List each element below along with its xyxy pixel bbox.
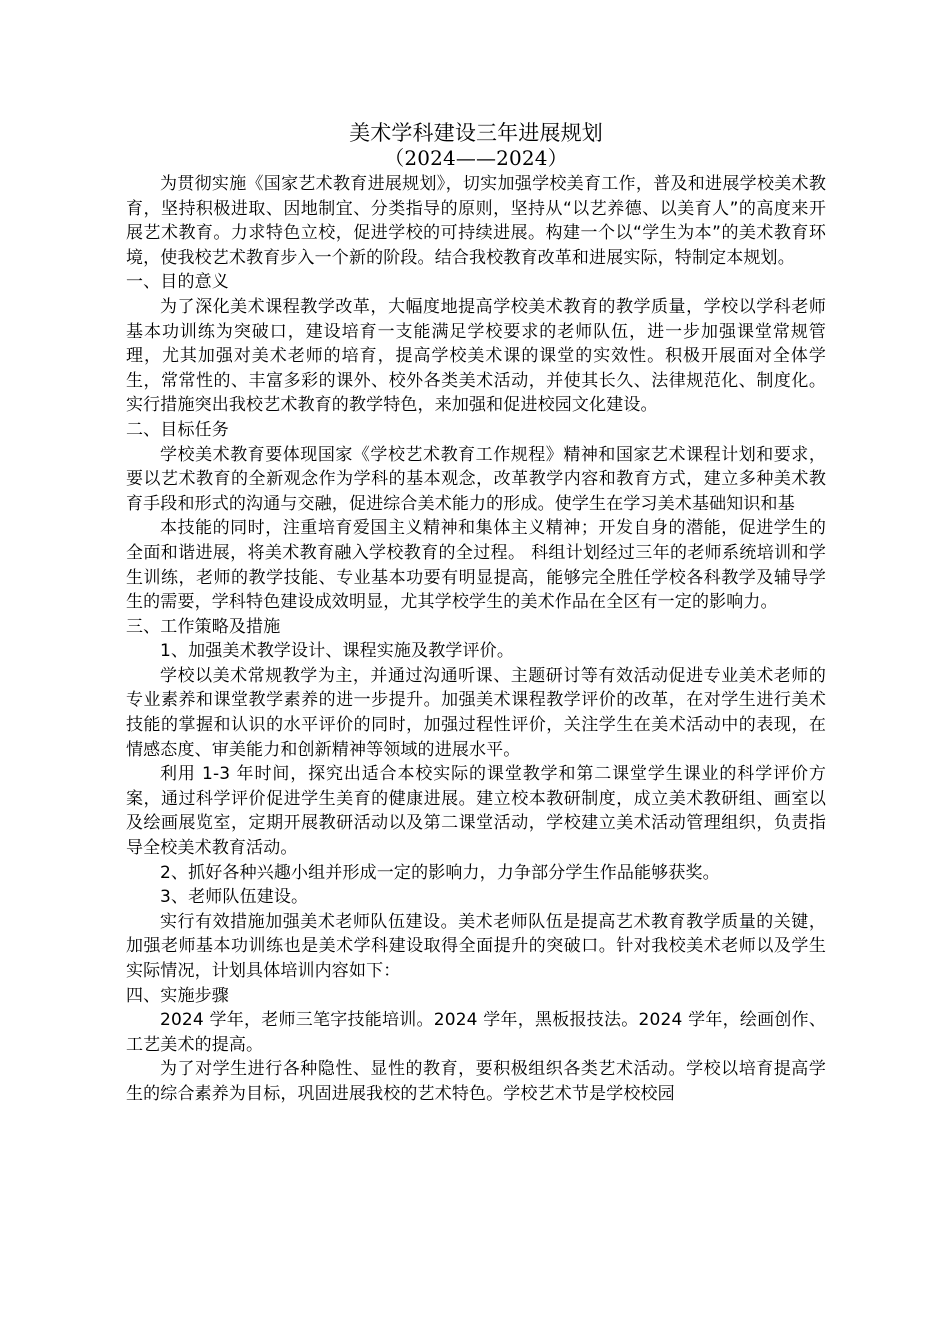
section-heading: 三、工作策略及措施 [126, 616, 281, 637]
paragraph-intro: 为贯彻实施《国家艺术教育进展规划》，切实加强学校美育工作，普及和进展学校美术教育，坚持积极进取、因地制宜、分类指导的原则，坚持从“以艺养德、以美育人”的高度来开展艺术教育。力求特色立校，促进学校的可持续进展。构建一个以“学生为本”的美术教育环境，使我校艺术教育步入一个新的阶段。结合我校教育改革和进展实际，特制定本规划。 [126, 174, 826, 268]
paragraph-item: 3、老师队伍建设。 [160, 887, 309, 908]
paragraph: 为了对学生进行各种隐性、显性的教育，要积极组织各类艺术活动。学校以培育提高学生的综合素养为目标，巩固进展我校的艺术特色。学校艺术节是学校校园 [126, 1059, 826, 1104]
paragraph-item: 1、加强美术教学设计、课程实施及教学评价。 [160, 641, 514, 662]
paragraph: 本技能的同时，注重培育爱国主义精神和集体主义精神；开发自身的潜能，促进学生的全面和谐进展，将美术教育融入学校教育的全过程。 科组计划经过三年的老师系统培训和学生训练，老师的教学技能、专业基本功要有明显提高，能够完全胜任学校各科教学及辅导学生的需要，学科特色建设成效明显，尤其学校学生的美术作品在全区有一定的影响力。 [126, 518, 826, 613]
paragraph: 2024 学年，老师三笔字技能培训。2024 学年，黑板报技法。2024 学年，绘画创作、工艺美术的提高。 [126, 1010, 826, 1055]
section-heading: 四、实施步骤 [126, 985, 229, 1006]
section-heading: 二、目标任务 [126, 419, 229, 440]
section-heading: 一、目的意义 [126, 272, 229, 293]
paragraph: 学校美术教育要体现国家《学校艺术教育工作规程》精神和国家艺术课程计划和要求，要以艺术教育的全新观念作为学科的基本观念，改革教学内容和教育方式，建立多种美术教育手段和形式的沟通与交融，促进综合美术能力的形成。使学生在学习美术基础知识和基 [126, 444, 826, 514]
document-body [126, 121, 826, 1107]
paragraph: 实行有效措施加强美术老师队伍建设。美术老师队伍是提高艺术教育教学质量的关键，加强老师基本功训练也是美术学科建设取得全面提升的突破口。针对我校美术老师以及学生实际情况，计划具体培训内容如下： [126, 911, 826, 981]
paragraph: 利用 1-3 年时间，探究出适合本校实际的课堂教学和第二课堂学生课业的科学评价方案，通过科学评价促进学生美育的健康进展。建立校本教研制度，成立美术教研组、画室以及绘画展览室，定期开展教研活动以及第二课堂活动，学校建立美术活动管理组织，负责指导全校美术教育活动。 [126, 764, 826, 859]
document-title: 美术学科建设三年进展规划 [349, 121, 603, 145]
paragraph: 学校以美术常规教学为主，并通过沟通听课、主题研讨等有效活动促进专业美术老师的专业素养和课堂教学素养的进一步提升。加强美术课程教学评价的改革，在对学生进行美术技能的掌握和认识的水平评价的同时，加强过程性评价，关注学生在美术活动中的表现，在情感态度、审美能力和创新精神等领域的进展水平。 [126, 665, 826, 760]
paragraph: 为了深化美术课程教学改革，大幅度地提高学校美术教育的教学质量，学校以学科老师基本功训练为突破口，建设培育一支能满足学校要求的老师队伍，进一步加强课堂常规管理，尤其加强对美术老师的培育，提高学校美术课的课堂的实效性。积极开展面对全体学生，常常性的、丰富多彩的课外、校外各类美术活动，并使其长久、法律规范化、制度化。实行措施突出我校艺术教育的教学特色，来加强和促进校园文化建设。 [126, 296, 826, 416]
paragraph-item: 2、抓好各种兴趣小组并形成一定的影响力，力争部分学生作品能够获奖。 [160, 862, 720, 883]
document-subtitle: （2024——2024） [384, 146, 568, 170]
